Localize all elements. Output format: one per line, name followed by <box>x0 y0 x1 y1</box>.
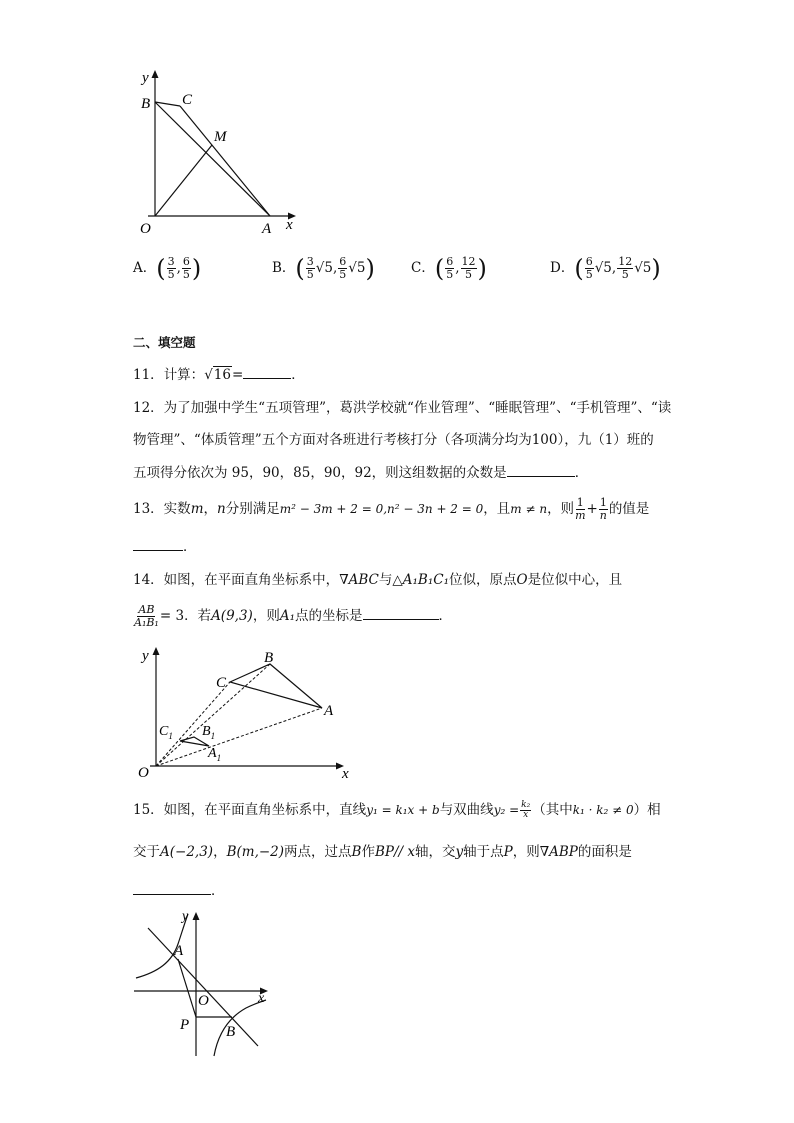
q13-cond-pre: ，且 <box>483 501 511 517</box>
q13-frac1-num: 1 <box>576 496 584 509</box>
option-b-x-den: 5 <box>306 268 314 281</box>
option-c-x-num: 6 <box>446 255 454 268</box>
question-13 <box>133 497 649 522</box>
fig2-label-x: x <box>342 766 349 782</box>
fig3-seg-AP <box>178 959 196 1017</box>
q11-eq: = <box>231 367 244 383</box>
fig2-ray-OA <box>156 708 322 766</box>
fig3-label-P: P <box>180 1017 190 1033</box>
q12-answer-blank[interactable] <box>507 462 575 477</box>
q15-y: y <box>455 844 464 860</box>
fig2-triangle-ABC <box>230 664 322 708</box>
q11-radical: √16 <box>204 367 231 383</box>
q14-frac-num: AB <box>138 603 155 616</box>
q11-number: 11． <box>133 367 164 383</box>
fig2-label-C1: $C_1$ <box>159 724 173 741</box>
q15-end: ）相 <box>633 802 661 818</box>
option-d-x-den: 5 <box>585 268 593 281</box>
option-b-letter: B． <box>272 260 296 276</box>
question-11 <box>133 364 305 385</box>
option-b[interactable]: B．( $\frac{3}{5}$ √5, $\frac{6}{5}$ √5) <box>272 254 375 283</box>
q14-frac-den: A₁B₁ <box>134 616 159 629</box>
q15-with: 与双曲线 <box>439 802 494 818</box>
q12-line-3 <box>133 462 588 483</box>
q15-mid3: 轴，交 <box>414 844 456 860</box>
option-c-x-den: 5 <box>446 268 454 281</box>
option-b-y-den: 5 <box>339 268 347 281</box>
fig1-label-B: B <box>141 96 151 112</box>
q15-comma: ， <box>213 844 227 860</box>
q15-line-2 <box>133 842 632 862</box>
fig2-label-B: B <box>264 650 274 666</box>
q11-period: ． <box>291 367 305 383</box>
q14-answer-blank[interactable] <box>363 605 439 620</box>
q14-prefix: 14．如图，在平面直角坐标系中， <box>133 572 340 588</box>
fig2-label-B1: $B_1$ <box>202 724 216 741</box>
q15-answer-line <box>133 880 225 901</box>
q15-line-1 <box>133 800 661 820</box>
fig3-hyperbola-lower <box>214 1000 266 1056</box>
option-c[interactable]: C．( $\frac{6}{5}$ , $\frac{12}{5}$ ) <box>411 254 487 283</box>
q14-mid: 位似，原点 <box>449 572 517 588</box>
fig3-label-x: x <box>258 991 265 1006</box>
fig1-label-A: A <box>262 221 272 237</box>
q14-with: 与 <box>378 572 393 588</box>
section-heading: 二、填空题 <box>133 335 196 350</box>
option-a[interactable]: A．( $\frac{3}{5}$ , $\frac{6}{5}$ ) <box>133 254 202 283</box>
fig3-line-y1 <box>148 928 258 1046</box>
fig2-label-A: A <box>324 703 334 719</box>
q13-frac2-num: 1 <box>599 496 607 509</box>
q13-plus: + <box>586 501 598 517</box>
option-a-y-num: 6 <box>182 255 190 268</box>
q15-mid4: 轴于点 <box>463 844 504 860</box>
q12-period: ． <box>574 465 589 481</box>
fig3-y-arrow <box>193 912 200 920</box>
fig2-label-A1: $A_1$ <box>208 746 222 763</box>
option-d-y-root: √5 <box>634 260 652 276</box>
fig2-label-O: O <box>138 765 149 781</box>
q15-mid2: 作 <box>361 844 375 860</box>
fig2-y-arrow <box>153 647 160 655</box>
option-a-x-den: 5 <box>167 268 175 281</box>
q13-answer-blank[interactable] <box>133 536 183 551</box>
q15-line-eq: y₁ = k₁x + b <box>366 803 440 817</box>
fig1-label-y: y <box>142 70 149 86</box>
option-d-x-root: √5 <box>594 260 612 276</box>
figure-2 <box>132 644 360 784</box>
q13-frac1-den: m <box>575 509 586 522</box>
q13-then: ，则 <box>547 501 575 517</box>
q15-Bpt: B <box>351 844 362 860</box>
q14-period: ． <box>438 608 452 624</box>
fig3-label-O: O <box>198 993 209 1009</box>
q11-text: 计算： <box>163 367 205 383</box>
option-b-x-num: 3 <box>306 255 314 268</box>
q15-cond: k₁ · k₂ ≠ 0 <box>572 803 634 817</box>
option-c-y-num: 12 <box>461 255 476 268</box>
q13-period: ． <box>183 539 197 555</box>
q15-mid: 两点，过点 <box>284 844 352 860</box>
q14-then: ，则 <box>252 608 280 624</box>
q15-y2: y₂ = <box>493 803 520 817</box>
q14-ask: 点的坐标是 <box>295 608 363 624</box>
q15-k2: k₂ <box>521 800 531 810</box>
q14-suffix: 是位似中心，且 <box>527 572 623 588</box>
fig1-seg-BA <box>155 102 270 216</box>
q13-cond: m ≠ n <box>510 502 548 516</box>
q14-tri2: △A₁B₁C₁ <box>392 572 449 588</box>
q15-l2-prefix: 交于 <box>133 844 160 860</box>
figure-1 <box>128 68 308 240</box>
q15-period: ． <box>211 883 225 899</box>
fig1-label-x: x <box>286 217 293 233</box>
q11-answer-blank[interactable] <box>243 364 291 379</box>
q13-n: n <box>217 501 226 517</box>
q14-line-1 <box>133 570 622 590</box>
option-a-x-num: 3 <box>167 255 175 268</box>
q15-answer-blank[interactable] <box>133 880 211 895</box>
option-a-y-den: 5 <box>182 268 190 281</box>
q14-O: O <box>516 572 528 588</box>
fig3-label-B: B <box>226 1024 236 1040</box>
fig3-label-y: y <box>182 909 189 924</box>
q12-line-3-text: 五项得分依次为 95，90，85，90，92，则这组数据的众数是 <box>133 465 507 481</box>
fig1-label-M: M <box>214 129 227 145</box>
q14-tri1: ∇ABC <box>339 572 379 588</box>
q13-sep: ， <box>203 501 217 517</box>
q15-A: A(−2,3) <box>160 844 214 860</box>
option-d-y-den: 5 <box>621 268 629 281</box>
q14-if: ．若 <box>184 608 212 624</box>
q13-prefix: 13．实数 <box>133 501 191 517</box>
option-d-y-num: 12 <box>618 255 633 268</box>
q15-x: x <box>523 810 529 820</box>
q14-eq: = 3 <box>159 608 185 624</box>
fig1-label-O: O <box>140 221 151 237</box>
fig2-label-C: C <box>216 675 227 691</box>
q13-mid: 分别满足 <box>225 501 280 517</box>
q15-P: P <box>503 844 513 860</box>
option-b-y-root: √5 <box>348 260 366 276</box>
fig1-label-C: C <box>182 92 193 108</box>
option-d-letter: D． <box>550 260 575 276</box>
q15-paren: （其中 <box>532 802 573 818</box>
q13-answer-line <box>133 536 197 557</box>
q13-equations: m² − 3m + 2 = 0,n² − 3n + 2 = 0 <box>279 502 484 516</box>
option-a-letter: A． <box>133 260 157 276</box>
fig1-seg-CA <box>180 106 270 216</box>
figure-3 <box>128 906 278 1064</box>
option-c-letter: C． <box>411 260 435 276</box>
option-d-x-num: 6 <box>585 255 593 268</box>
q13-m: m <box>190 501 204 517</box>
q14-line-2 <box>133 604 452 629</box>
option-d[interactable]: D．( $\frac{6}{5}$ √5, $\frac{12}{5}$ √5) <box>550 254 661 283</box>
q12-line-2: 物管理”、“体质管理”五个方面对各班进行考核打分（各项满分均为100），九（1）班的 <box>133 432 654 448</box>
q15-prefix: 15．如图，在平面直角坐标系中，直线 <box>133 802 367 818</box>
q15-B: B(m,−2) <box>226 844 285 860</box>
q15-mid5: ，则 <box>512 844 540 860</box>
q15-l2-end: 的面积是 <box>577 844 632 860</box>
fig3-label-A: A <box>174 943 184 959</box>
option-b-x-root: √5 <box>315 260 333 276</box>
q13-frac2-den: n <box>599 509 607 522</box>
q14-point: A(9,3) <box>211 608 253 624</box>
q15-bp: BP// x <box>374 844 415 860</box>
q14-A1: A₁ <box>279 608 295 624</box>
fig1-seg-OM <box>155 145 212 216</box>
option-b-y-num: 6 <box>339 255 347 268</box>
q15-tri: ∇ABP <box>539 844 578 860</box>
fig1-y-arrow <box>152 70 159 78</box>
option-c-y-den: 5 <box>465 268 473 281</box>
q12-line-1: 12．为了加强中学生“五项管理”，葛洪学校就“作业管理”、“睡眠管理”、“手机管理”、“读 <box>133 400 672 416</box>
fig2-label-y: y <box>142 648 149 664</box>
q13-suffix: 的值是 <box>608 501 650 517</box>
